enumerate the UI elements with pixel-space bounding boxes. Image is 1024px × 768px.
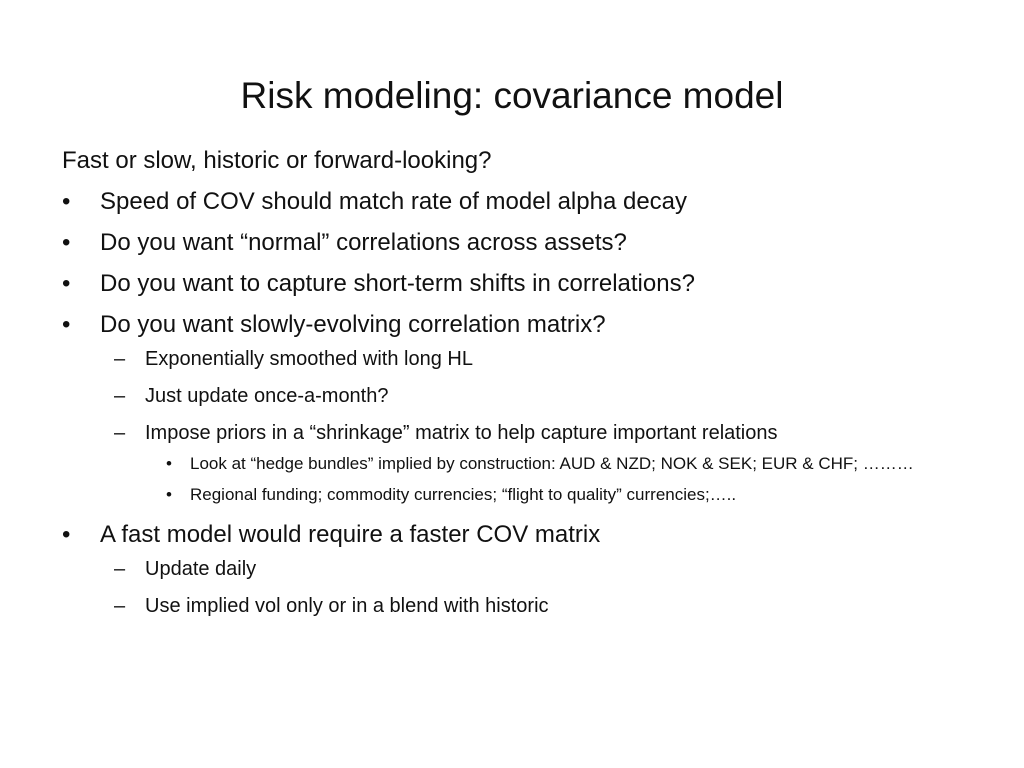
bullet-text: Do you want “normal” correlations across assets? <box>100 229 627 256</box>
dash-marker: – <box>114 422 126 444</box>
bullet-text: Do you want slowly-evolving correlation matrix? <box>100 311 606 338</box>
bullet-marker: • <box>62 311 71 338</box>
sub-item <box>62 419 982 447</box>
bullet-item <box>62 226 982 259</box>
bullet-marker: • <box>62 229 71 256</box>
bullet-item <box>62 518 982 551</box>
slide-title: Risk modeling: covariance model <box>240 75 784 116</box>
slide-body <box>62 144 982 629</box>
bullet-text: Do you want to capture short-term shifts in correlations? <box>100 270 695 297</box>
dash-marker: – <box>114 348 126 370</box>
dash-marker: – <box>114 385 126 407</box>
sub-sub-item <box>62 451 970 477</box>
bullet-item <box>62 185 982 218</box>
dash-marker: – <box>114 558 126 580</box>
sub-item-text: Impose priors in a “shrinkage” matrix to help capture important relations <box>145 422 778 444</box>
bullet-marker: • <box>62 188 71 215</box>
sub-item <box>62 345 982 373</box>
bullet-text: A fast model would require a faster COV matrix <box>100 521 601 548</box>
sub-sub-item-text: Look at “hedge bundles” implied by construction: AUD & NZD; NOK & SEK; EUR & CHF; ……… <box>190 454 914 473</box>
dash-marker: – <box>114 595 126 617</box>
sub-item-text: Just update once-a-month? <box>145 385 389 407</box>
bullet-marker: • <box>166 485 172 504</box>
sub-item-text: Exponentially smoothed with long HL <box>145 348 473 370</box>
bullet-marker: • <box>62 521 71 548</box>
bullet-text: Speed of COV should match rate of model alpha decay <box>100 188 688 215</box>
intro-line: Fast or slow, historic or forward-looking? <box>62 147 492 174</box>
sub-sub-item-text: Regional funding; commodity currencies; “flight to quality” currencies;….. <box>190 485 737 504</box>
sub-item <box>62 592 982 620</box>
sub-sub-item <box>62 482 970 508</box>
sub-item-text: Use implied vol only or in a blend with historic <box>145 595 549 617</box>
bullet-item <box>62 308 982 341</box>
bullet-marker: • <box>62 270 71 297</box>
bullet-item <box>62 267 982 300</box>
sub-item-text: Update daily <box>145 558 257 580</box>
bullet-marker: • <box>166 454 172 473</box>
sub-item <box>62 382 982 410</box>
sub-item <box>62 555 982 583</box>
